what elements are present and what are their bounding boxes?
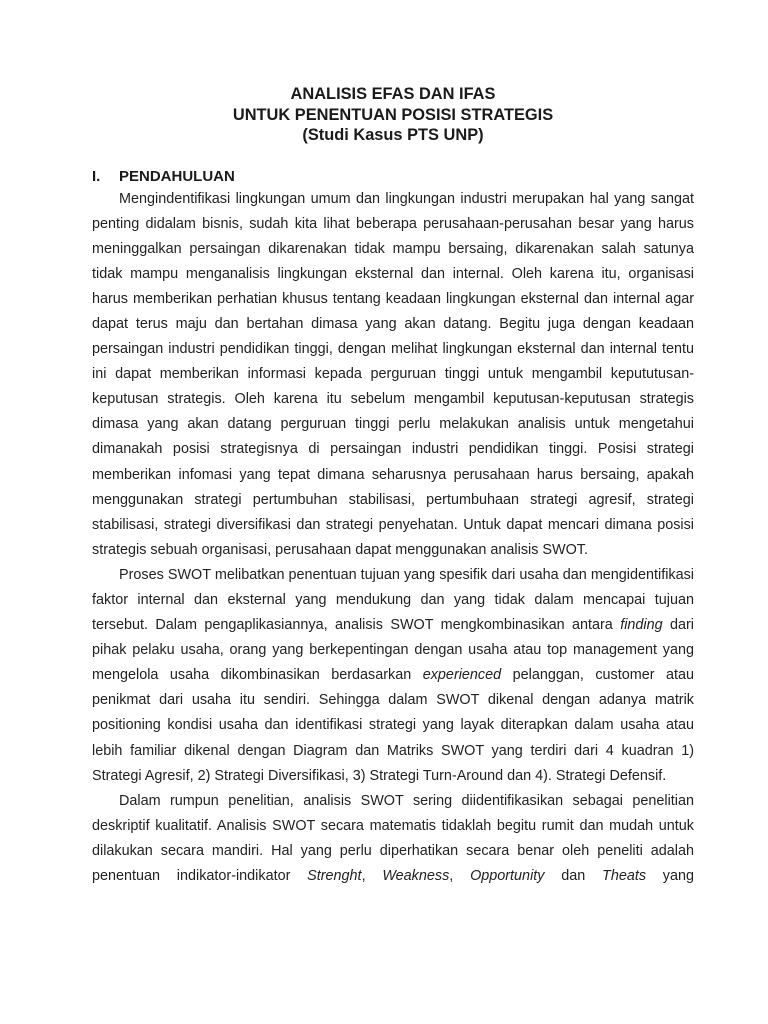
paragraph-3-text-a: Dalam rumpun penelitian, analisis SWOT sering diidentifikasikan sebagai penelitian deskriptif kualitatif. Analisis SWOT secara matematis tidaklah begitu rumit dan mudah untuk dilakukan secara mandiri. Hal yang perlu diperhatikan secara benar oleh peneliti adalah penentuan indikator-indikator — [92, 792, 694, 885]
paragraph-3-emphasis-theats: Theats — [602, 868, 647, 885]
section-title: PENDAHULUAN — [119, 167, 235, 185]
title-line-3: (Studi Kasus PTS UNP) — [302, 126, 484, 144]
paragraph-3-emphasis-weakness: Weakness — [382, 868, 450, 885]
paragraph-3-sep-2: , — [449, 868, 471, 885]
paragraph-3-emphasis-opportunity: Opportunity — [470, 868, 545, 885]
paragraph-3 — [92, 789, 694, 889]
paragraph-2-text-b: dari pihak pelaku usaha, orang yang berkepentingan dengan usaha atau top management yang mengelola usaha dikombinasikan berdasarkan — [92, 617, 694, 684]
paragraph-2-emphasis-finding: finding — [620, 617, 663, 634]
section-number: I. — [92, 167, 101, 185]
paragraph-3-text-b: yang — [646, 868, 695, 885]
paragraph-3-sep-1: , — [361, 868, 383, 885]
paragraph-3-emphasis-strenght: Strenght — [307, 868, 362, 885]
paragraph-3-sep-3: dan — [544, 868, 603, 885]
document-title — [92, 84, 694, 146]
paragraph-2-text-c: pelanggan, customer atau penikmat dari usaha itu sendiri. Sehingga dalam SWOT dikenal dengan adanya matrik positioning kondisi usaha dan identifikasi strategi yang layak diterapkan dalam usaha atau lebih familiar dikenal dengan Diagram dan Matriks SWOT yang terdiri dari 4 kuadran 1) Strategi Agresif, 2) Strategi Diversifikasi, 3) Strategi Turn-Around dan 4). Strategi Defensif. — [92, 667, 694, 784]
title-line-2: UNTUK PENENTUAN POSISI STRATEGIS — [232, 105, 554, 124]
paragraph-2-emphasis-experienced: experienced — [422, 667, 502, 684]
paragraph-2 — [92, 563, 694, 789]
paragraph-2-text-a: Proses SWOT melibatkan penentuan tujuan yang spesifik dari usaha dan mengidentifikasi faktor internal dan eksternal yang mendukung dan yang tidak dalam mencapai tujuan tersebut. Dalam pengaplikasiannya, analisis SWOT mengkombinasikan antara — [92, 566, 694, 634]
title-line-1: ANALISIS EFAS DAN IFAS — [290, 85, 496, 103]
section-heading — [92, 167, 694, 187]
paragraph-1: Mengindentifikasi lingkungan umum dan lingkungan industri merupakan hal yang sangat penting didalam bisnis, sudah kita lihat beberapa perusahaan-perusahan besar yang harus meninggalkan persaingan dikarenakan tidak mampu bersaing, dikarenakan salah satunya tidak mampu menganalisis lingkungan eksternal dan internal. Oleh karena itu, organisasi harus memberikan perhatian khusus tentang keadaan lingkungan eksternal dan internal agar dapat terus maju dan bertahan dimasa yang akan datang. Begitu juga dengan keadaan persaingan industri pendidikan tinggi, dengan melihat lingkungan eksternal dan internal tentu ini dapat memberikan informasi kepada perguruan tinggi untuk mengambil kepututusan-keputusan strategis. Oleh karena itu sebelum mengambil keputusan-keputusan strategis dimasa yang akan datang perguruan tinggi perlu melakukan analisis untuk mengetahui dimanakah posisi strategisnya di persaingan industri pendidikan tinggi. Posisi strategi memberikan infomasi yang tepat dimana seharusnya perusahaan harus bersaing, apakah menggunakan strategi pertumbuhan stabilisasi, pertumbuhaan strategi agresif, strategi stabilisasi, strategi diversifikasi dan strategi penyehatan. Untuk dapat mencari dimana posisi strategis sebuah organisasi, perusahaan dapat menggunakan analisis SWOT. — [92, 190, 694, 558]
